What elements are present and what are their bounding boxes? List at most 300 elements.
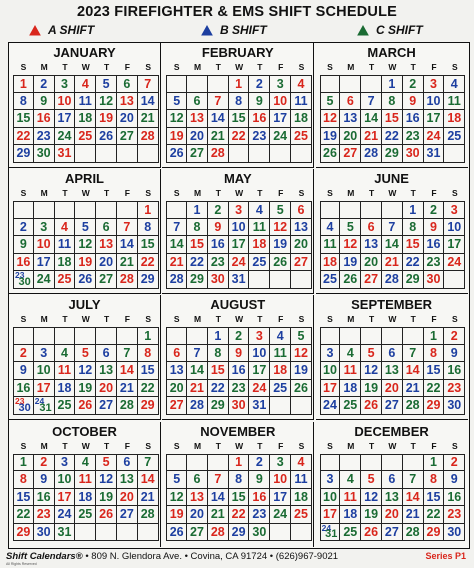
day-cell: 23 bbox=[444, 380, 465, 398]
day-cell: 16 bbox=[208, 236, 229, 254]
day-cell: 11 bbox=[55, 362, 76, 380]
weekday-label: S bbox=[298, 188, 305, 199]
day-cell: 9 bbox=[249, 471, 270, 489]
day-cell: 2 bbox=[444, 454, 465, 472]
day-cell: 20 bbox=[117, 110, 138, 128]
weekday-label: S bbox=[173, 440, 180, 451]
weekday-label: S bbox=[298, 62, 305, 72]
day-cell: 1 bbox=[138, 327, 159, 345]
week-row bbox=[13, 524, 159, 542]
day-cell: 5 bbox=[291, 327, 312, 345]
day-cell: 3 bbox=[34, 219, 55, 237]
empty-cell bbox=[96, 327, 117, 345]
day-cell: 3 bbox=[424, 75, 445, 93]
weekday-label: F bbox=[124, 188, 130, 199]
month-name: JULY bbox=[68, 297, 101, 313]
day-cell: 12 bbox=[166, 489, 187, 507]
empty-cell bbox=[340, 75, 361, 93]
week-row bbox=[320, 524, 466, 542]
day-cell: 17 bbox=[249, 362, 270, 380]
month-may bbox=[162, 169, 314, 294]
day-cell: 17 bbox=[270, 110, 291, 128]
day-cell: 26 bbox=[166, 145, 187, 163]
day-cell: 3 bbox=[320, 345, 341, 363]
day-cell: 9 bbox=[444, 345, 465, 363]
day-cell: 26 bbox=[340, 271, 361, 289]
empty-cell bbox=[96, 524, 117, 542]
week-row bbox=[320, 145, 466, 163]
day-cell: 27 bbox=[96, 397, 117, 415]
weekday-label: T bbox=[215, 314, 221, 325]
day-cell: 17 bbox=[55, 489, 76, 507]
weekday-label: S bbox=[327, 62, 333, 72]
weekday-label: S bbox=[173, 314, 180, 325]
weekday-label: T bbox=[62, 314, 68, 325]
day-cell: 20 bbox=[382, 380, 403, 398]
empty-cell bbox=[403, 454, 424, 472]
weekday-header bbox=[166, 62, 312, 72]
day-cell: 29 bbox=[138, 397, 159, 415]
day-cell: 30 bbox=[444, 397, 465, 415]
day-cell: 22 bbox=[208, 380, 229, 398]
day-cell: 2 bbox=[13, 219, 34, 237]
day-cell: 21 bbox=[138, 489, 159, 507]
empty-cell bbox=[117, 201, 138, 219]
weekday-label: S bbox=[327, 188, 333, 199]
week-row bbox=[320, 110, 466, 128]
day-cell: 18 bbox=[270, 362, 291, 380]
weekday-label: M bbox=[347, 188, 355, 199]
day-cell: 2 bbox=[13, 345, 34, 363]
day-cell: 27 bbox=[117, 506, 138, 524]
day-cell: 6 bbox=[117, 454, 138, 472]
day-cell: 12 bbox=[75, 236, 96, 254]
day-cell: 11 bbox=[340, 362, 361, 380]
week-row bbox=[13, 236, 159, 254]
week-row bbox=[320, 128, 466, 146]
day-cell: 24 bbox=[34, 271, 55, 289]
empty-cell bbox=[340, 327, 361, 345]
weekday-label: W bbox=[388, 440, 397, 451]
day-cell: 8 bbox=[138, 219, 159, 237]
day-cell: 14 bbox=[208, 489, 229, 507]
day-cell: 4 bbox=[340, 471, 361, 489]
day-cell: 10 bbox=[34, 236, 55, 254]
day-cell: 15 bbox=[403, 236, 424, 254]
week-row bbox=[13, 110, 159, 128]
day-cell: 26 bbox=[291, 380, 312, 398]
weekday-label: M bbox=[193, 314, 202, 325]
day-cell: 17 bbox=[424, 110, 445, 128]
day-cell: 14 bbox=[403, 362, 424, 380]
weekday-label: M bbox=[347, 62, 355, 72]
empty-cell bbox=[13, 327, 34, 345]
day-cell: 3 bbox=[229, 201, 250, 219]
week-row bbox=[13, 489, 159, 507]
weekday-label: T bbox=[62, 62, 68, 72]
empty-cell bbox=[249, 271, 270, 289]
day-cell: 14 bbox=[382, 236, 403, 254]
day-cell: 24 bbox=[249, 380, 270, 398]
day-cell: 26 bbox=[361, 524, 382, 542]
firefighter-icon bbox=[356, 24, 370, 36]
day-cell: 17 bbox=[229, 236, 250, 254]
day-cell: 8 bbox=[424, 471, 445, 489]
weekday-header bbox=[13, 314, 159, 324]
week-row bbox=[166, 524, 312, 542]
empty-cell bbox=[361, 327, 382, 345]
day-cell: 10 bbox=[444, 219, 465, 237]
weekday-label: S bbox=[173, 62, 180, 72]
day-cell: 5 bbox=[340, 219, 361, 237]
day-cell: 17 bbox=[270, 489, 291, 507]
week-row bbox=[13, 380, 159, 398]
weekday-label: S bbox=[298, 440, 305, 451]
month-january bbox=[9, 43, 161, 168]
day-cell: 2 bbox=[34, 75, 55, 93]
weekday-label: F bbox=[431, 62, 437, 72]
week-row bbox=[13, 397, 159, 415]
empty-cell bbox=[13, 201, 34, 219]
empty-cell bbox=[291, 271, 312, 289]
day-cell: 2 bbox=[444, 327, 465, 345]
day-cell: 28 bbox=[403, 397, 424, 415]
empty-cell bbox=[382, 454, 403, 472]
day-cell: 7 bbox=[166, 219, 187, 237]
day-cell: 24 bbox=[55, 506, 76, 524]
footer-brand bbox=[6, 551, 338, 562]
day-cell: 20 bbox=[361, 254, 382, 272]
empty-cell bbox=[34, 327, 55, 345]
week-row bbox=[320, 471, 466, 489]
day-cell: 26 bbox=[75, 397, 96, 415]
weekday-label: T bbox=[215, 440, 221, 451]
month-june bbox=[316, 169, 468, 294]
day-cell: 15 bbox=[229, 489, 250, 507]
week-row bbox=[166, 93, 312, 111]
day-cell: 17 bbox=[444, 236, 465, 254]
day-cell: 18 bbox=[55, 254, 76, 272]
day-cell: 23 bbox=[34, 506, 55, 524]
month-name: AUGUST bbox=[210, 297, 266, 313]
day-cell: 3 bbox=[55, 75, 76, 93]
day-cell: 18 bbox=[444, 110, 465, 128]
day-cell: 8 bbox=[13, 471, 34, 489]
weekday-label: T bbox=[410, 314, 416, 325]
weekday-header bbox=[166, 188, 312, 198]
legend-b-shift bbox=[200, 22, 267, 38]
day-cell: 14 bbox=[208, 110, 229, 128]
day-cell: 18 bbox=[75, 110, 96, 128]
day-cell: 21 bbox=[382, 254, 403, 272]
day-cell: 28 bbox=[117, 397, 138, 415]
empty-cell bbox=[361, 75, 382, 93]
day-cell: 19 bbox=[166, 506, 187, 524]
day-cell: 22 bbox=[13, 506, 34, 524]
empty-cell bbox=[361, 454, 382, 472]
day-cell: 29 bbox=[208, 397, 229, 415]
day-cell: 15 bbox=[229, 110, 250, 128]
weekday-label: S bbox=[327, 314, 333, 325]
legend-label: B SHIFT bbox=[220, 23, 267, 37]
week-row bbox=[320, 362, 466, 380]
day-cell: 16 bbox=[424, 236, 445, 254]
empty-cell bbox=[340, 201, 361, 219]
day-cell: 16 bbox=[13, 380, 34, 398]
day-cell: 18 bbox=[249, 236, 270, 254]
month-april bbox=[9, 169, 161, 294]
day-cell: 25 bbox=[340, 524, 361, 542]
weekday-label: S bbox=[145, 440, 152, 451]
day-cell: 4 bbox=[291, 454, 312, 472]
day-cell: 15 bbox=[187, 236, 208, 254]
empty-cell bbox=[270, 397, 291, 415]
month-name: JANUARY bbox=[53, 45, 116, 60]
day-cell: 27 bbox=[166, 397, 187, 415]
week-row bbox=[13, 327, 159, 345]
day-cell: 26 bbox=[96, 128, 117, 146]
day-cell: 16 bbox=[403, 110, 424, 128]
weekday-label: M bbox=[40, 314, 48, 325]
day-cell: 23 bbox=[229, 380, 250, 398]
weekday-label: M bbox=[347, 440, 355, 451]
weekday-label: F bbox=[278, 440, 284, 451]
weekday-header bbox=[320, 314, 466, 324]
day-cell: 16 bbox=[249, 489, 270, 507]
weekday-label: W bbox=[388, 62, 397, 72]
day-cell: 4 bbox=[444, 75, 465, 93]
day-cell: 17 bbox=[55, 110, 76, 128]
weekday-label: S bbox=[20, 62, 27, 72]
day-cell: 19 bbox=[270, 236, 291, 254]
day-cell: 11 bbox=[249, 219, 270, 237]
day-cell: 23 bbox=[249, 506, 270, 524]
day-cell-split bbox=[13, 397, 34, 415]
week-row bbox=[13, 93, 159, 111]
day-cell: 16 bbox=[34, 489, 55, 507]
day-cell: 6 bbox=[96, 345, 117, 363]
day-cell: 1 bbox=[424, 454, 445, 472]
day-cell: 28 bbox=[208, 145, 229, 163]
weekday-label: W bbox=[388, 314, 397, 325]
empty-cell bbox=[55, 327, 76, 345]
day-cell: 18 bbox=[320, 254, 341, 272]
weekday-label: F bbox=[124, 62, 130, 72]
day-cell: 15 bbox=[13, 489, 34, 507]
weekday-label: T bbox=[410, 62, 416, 72]
day-cell: 11 bbox=[75, 93, 96, 111]
day-cell: 12 bbox=[340, 236, 361, 254]
weekday-label: T bbox=[368, 188, 375, 199]
week-row bbox=[166, 145, 312, 163]
day-cell: 16 bbox=[444, 362, 465, 380]
day-cell: 25 bbox=[340, 397, 361, 415]
day-cell: 23 bbox=[444, 506, 465, 524]
week-row bbox=[13, 271, 159, 289]
month-name: FEBRUARY bbox=[201, 45, 274, 60]
day-cell: 21 bbox=[361, 128, 382, 146]
day-cell: 7 bbox=[403, 345, 424, 363]
month-march bbox=[316, 43, 468, 168]
weekday-header bbox=[13, 188, 159, 198]
day-cell: 25 bbox=[291, 506, 312, 524]
empty-cell bbox=[382, 201, 403, 219]
week-row bbox=[166, 380, 312, 398]
weekday-label: S bbox=[145, 314, 152, 325]
legend-a-shift bbox=[28, 22, 94, 38]
day-cell: 15 bbox=[382, 110, 403, 128]
week-row bbox=[166, 345, 312, 363]
day-cell: 21 bbox=[403, 506, 424, 524]
day-cell: 5 bbox=[75, 345, 96, 363]
weekday-header bbox=[166, 441, 312, 451]
week-row bbox=[166, 75, 312, 93]
day-cell: 25 bbox=[75, 128, 96, 146]
month-october bbox=[9, 422, 161, 547]
day-cell: 31 bbox=[55, 524, 76, 542]
day-cell: 20 bbox=[117, 489, 138, 507]
week-row bbox=[13, 362, 159, 380]
day-cell: 17 bbox=[320, 380, 341, 398]
day-cell: 2 bbox=[403, 75, 424, 93]
weekday-header bbox=[166, 314, 312, 324]
day-cell: 27 bbox=[187, 145, 208, 163]
day-cell: 26 bbox=[361, 397, 382, 415]
weekday-label: T bbox=[103, 314, 110, 325]
empty-cell bbox=[75, 145, 96, 163]
week-row bbox=[166, 236, 312, 254]
day-cell: 10 bbox=[320, 489, 341, 507]
day-cell: 5 bbox=[166, 471, 187, 489]
weekday-label: S bbox=[298, 314, 305, 325]
day-cell: 28 bbox=[403, 524, 424, 542]
day-cell: 26 bbox=[75, 271, 96, 289]
weekday-label: T bbox=[368, 440, 375, 451]
day-cell: 20 bbox=[187, 128, 208, 146]
day-cell: 27 bbox=[96, 271, 117, 289]
day-cell: 5 bbox=[361, 471, 382, 489]
day-cell: 16 bbox=[229, 362, 250, 380]
day-cell: 30 bbox=[249, 524, 270, 542]
weekday-label: S bbox=[145, 188, 152, 199]
day-cell: 27 bbox=[340, 145, 361, 163]
day-cell: 20 bbox=[340, 128, 361, 146]
weekday-label: M bbox=[40, 62, 48, 72]
day-cell: 12 bbox=[291, 345, 312, 363]
empty-cell bbox=[75, 201, 96, 219]
day-cell: 19 bbox=[320, 128, 341, 146]
day-cell: 23 bbox=[403, 128, 424, 146]
footer-address: • 809 N. Glendora Ave. • Covina, CA 91724 • (626)967-9021 bbox=[82, 551, 339, 562]
weekday-label: S bbox=[173, 188, 180, 199]
day-cell: 2 bbox=[424, 201, 445, 219]
day-cell: 15 bbox=[208, 362, 229, 380]
day-cell: 31 bbox=[55, 145, 76, 163]
day-cell: 4 bbox=[270, 327, 291, 345]
day-cell: 8 bbox=[187, 219, 208, 237]
day-cell: 14 bbox=[117, 362, 138, 380]
day-cell: 7 bbox=[208, 93, 229, 111]
week-row bbox=[320, 380, 466, 398]
day-number: 24 bbox=[321, 522, 332, 533]
week-row bbox=[320, 397, 466, 415]
empty-cell bbox=[403, 327, 424, 345]
weekday-label: F bbox=[278, 62, 284, 72]
day-cell: 27 bbox=[291, 254, 312, 272]
day-cell: 7 bbox=[138, 75, 159, 93]
weekday-label: W bbox=[235, 440, 244, 451]
day-cell: 22 bbox=[382, 128, 403, 146]
day-cell: 29 bbox=[403, 271, 424, 289]
day-cell: 6 bbox=[117, 75, 138, 93]
day-cell: 2 bbox=[249, 454, 270, 472]
empty-cell bbox=[187, 75, 208, 93]
week-row bbox=[13, 471, 159, 489]
week-row bbox=[320, 236, 466, 254]
day-cell: 29 bbox=[138, 271, 159, 289]
day-cell: 19 bbox=[361, 380, 382, 398]
day-cell: 13 bbox=[117, 93, 138, 111]
weekday-label: F bbox=[431, 314, 437, 325]
week-row bbox=[320, 271, 466, 289]
weekday-label: S bbox=[451, 440, 458, 451]
weekday-label: W bbox=[235, 188, 244, 199]
day-cell: 13 bbox=[361, 236, 382, 254]
day-cell: 21 bbox=[138, 110, 159, 128]
day-cell: 7 bbox=[361, 93, 382, 111]
day-cell: 20 bbox=[96, 254, 117, 272]
day-cell: 29 bbox=[424, 524, 445, 542]
day-cell: 29 bbox=[13, 524, 34, 542]
week-row bbox=[166, 327, 312, 345]
weekday-label: T bbox=[368, 62, 375, 72]
day-cell: 7 bbox=[382, 219, 403, 237]
day-cell: 8 bbox=[13, 93, 34, 111]
copyright: All Rights Reserved bbox=[6, 562, 37, 566]
day-cell: 13 bbox=[291, 219, 312, 237]
week-row bbox=[320, 219, 466, 237]
week-row bbox=[13, 219, 159, 237]
weekday-label: T bbox=[103, 62, 110, 72]
day-cell: 15 bbox=[424, 489, 445, 507]
day-number: 23 bbox=[15, 396, 25, 407]
day-cell: 3 bbox=[270, 454, 291, 472]
day-cell: 2 bbox=[229, 327, 250, 345]
day-cell: 8 bbox=[138, 345, 159, 363]
day-cell: 27 bbox=[382, 524, 403, 542]
day-cell: 26 bbox=[320, 145, 341, 163]
weekday-label: T bbox=[257, 440, 263, 451]
empty-cell bbox=[96, 145, 117, 163]
day-cell: 27 bbox=[361, 271, 382, 289]
week-row bbox=[320, 489, 466, 507]
day-cell: 7 bbox=[403, 471, 424, 489]
weekday-label: F bbox=[278, 314, 284, 325]
day-cell: 2 bbox=[249, 75, 270, 93]
weekday-label: T bbox=[257, 62, 263, 72]
day-cell: 14 bbox=[138, 93, 159, 111]
empty-cell bbox=[117, 327, 138, 345]
day-cell: 12 bbox=[320, 110, 341, 128]
weekday-label: W bbox=[81, 314, 90, 325]
weekday-label: M bbox=[193, 62, 202, 72]
day-cell: 22 bbox=[138, 380, 159, 398]
day-cell: 12 bbox=[166, 110, 187, 128]
day-cell: 29 bbox=[187, 271, 208, 289]
day-cell: 9 bbox=[34, 93, 55, 111]
week-row bbox=[320, 454, 466, 472]
day-cell: 14 bbox=[117, 236, 138, 254]
